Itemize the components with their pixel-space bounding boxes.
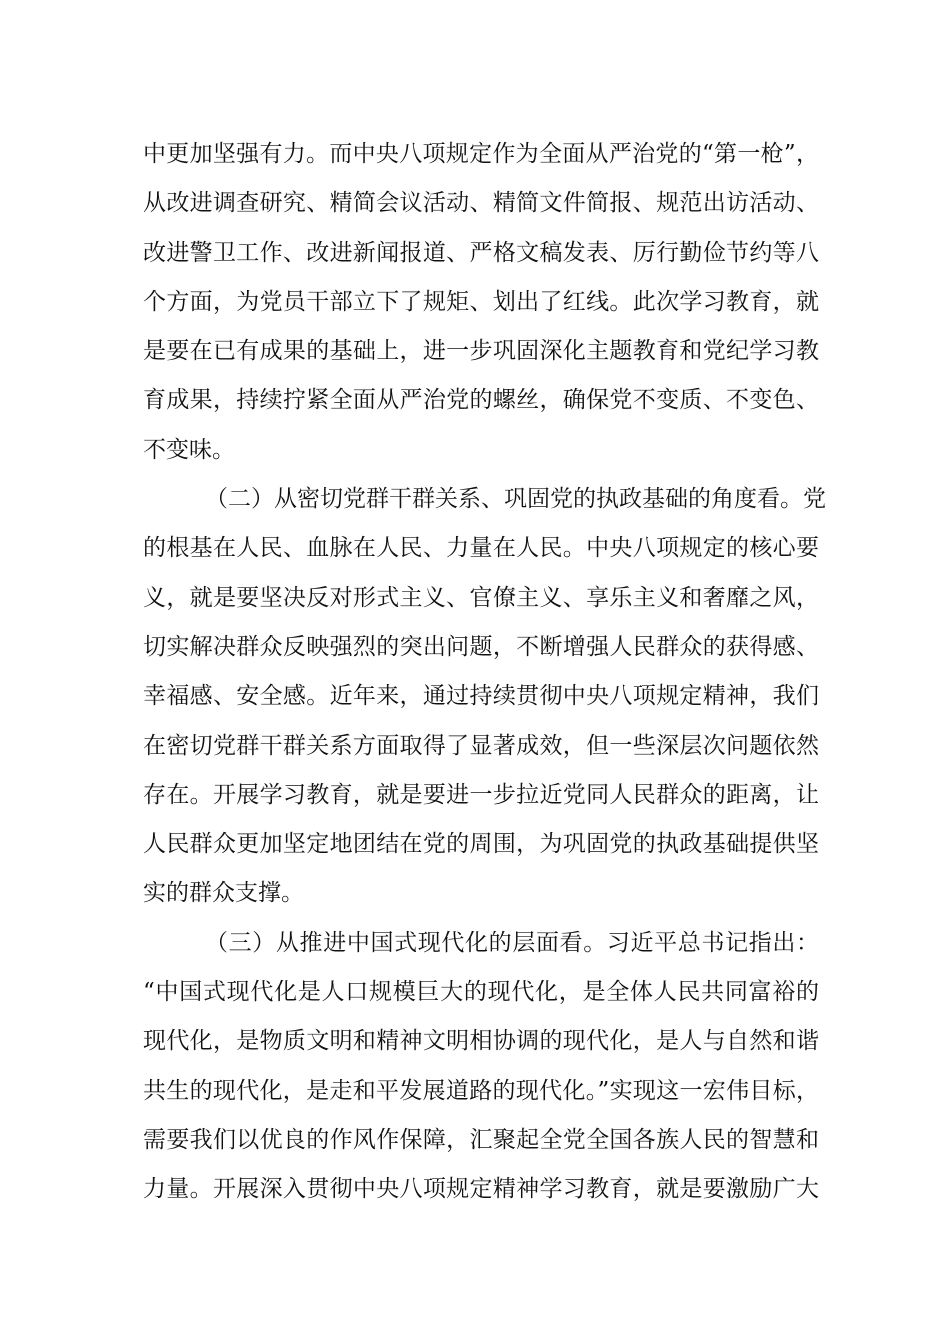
text-line: 现代化，是物质文明和精神文明相协调的现代化，是人与自然和谐 — [143, 1028, 819, 1055]
text-line: 是要在已有成果的基础上，进一步巩固深化主题教育和党纪学习教 — [143, 338, 819, 365]
text-line: 实的群众支撑。 — [143, 880, 304, 907]
text-line: 中更加坚强有力。而中央八项规定作为全面从严治党的“第一枪”， — [143, 141, 819, 167]
text-line: 力量。开展深入贯彻中央八项规定精神学习教育，就是要激励广大 — [143, 1176, 819, 1203]
text-line: 需要我们以优良的作风作保障，汇聚起全党全国各族人民的智慧和 — [143, 1126, 819, 1153]
section-heading-line: （三）从推进中国式现代化的层面看。习近平总书记指出： — [205, 929, 819, 956]
text-line: 切实解决群众反映强烈的突出问题，不断增强人民群众的获得感、 — [143, 633, 819, 660]
document-body — [143, 130, 826, 1215]
text-line: “中国式现代化是人口规模巨大的现代化，是全体人民共同富裕的 — [143, 979, 819, 1006]
text-line: 人民群众更加坚定地团结在党的周围，为巩固党的执政基础提供坚 — [143, 831, 819, 858]
text-line: 共生的现代化，是走和平发展道路的现代化。”实现这一宏伟目标， — [143, 1077, 819, 1104]
text-line: 存在。开展学习教育，就是要进一步拉近党同人民群众的距离，让 — [143, 781, 819, 808]
text-line: 不变味。 — [143, 436, 235, 463]
text-line: 在密切党群干群关系方面取得了显著成效，但一些深层次问题依然 — [143, 732, 819, 759]
text-line: 幸福感、安全感。近年来，通过持续贯彻中央八项规定精神，我们 — [143, 683, 819, 710]
text-line: 的根基在人民、血脉在人民、力量在人民。中央八项规定的核心要 — [143, 535, 819, 562]
text-line: 个方面，为党员干部立下了规矩、划出了红线。此次学习教育，就 — [143, 288, 819, 315]
text-line: 从改进调查研究、精简会议活动、精简文件简报、规范出访活动、 — [143, 190, 819, 217]
text-line: 育成果，持续拧紧全面从严治党的螺丝，确保党不变质、不变色、 — [143, 387, 819, 414]
text-line: 义，就是要坚决反对形式主义、官僚主义、享乐主义和奢靡之风， — [143, 584, 819, 611]
text-line: 改进警卫工作、改进新闻报道、严格文稿发表、厉行勤俭节约等八 — [143, 239, 819, 266]
section-heading-line: （二）从密切党群干群关系、巩固党的执政基础的角度看。党 — [205, 486, 826, 513]
